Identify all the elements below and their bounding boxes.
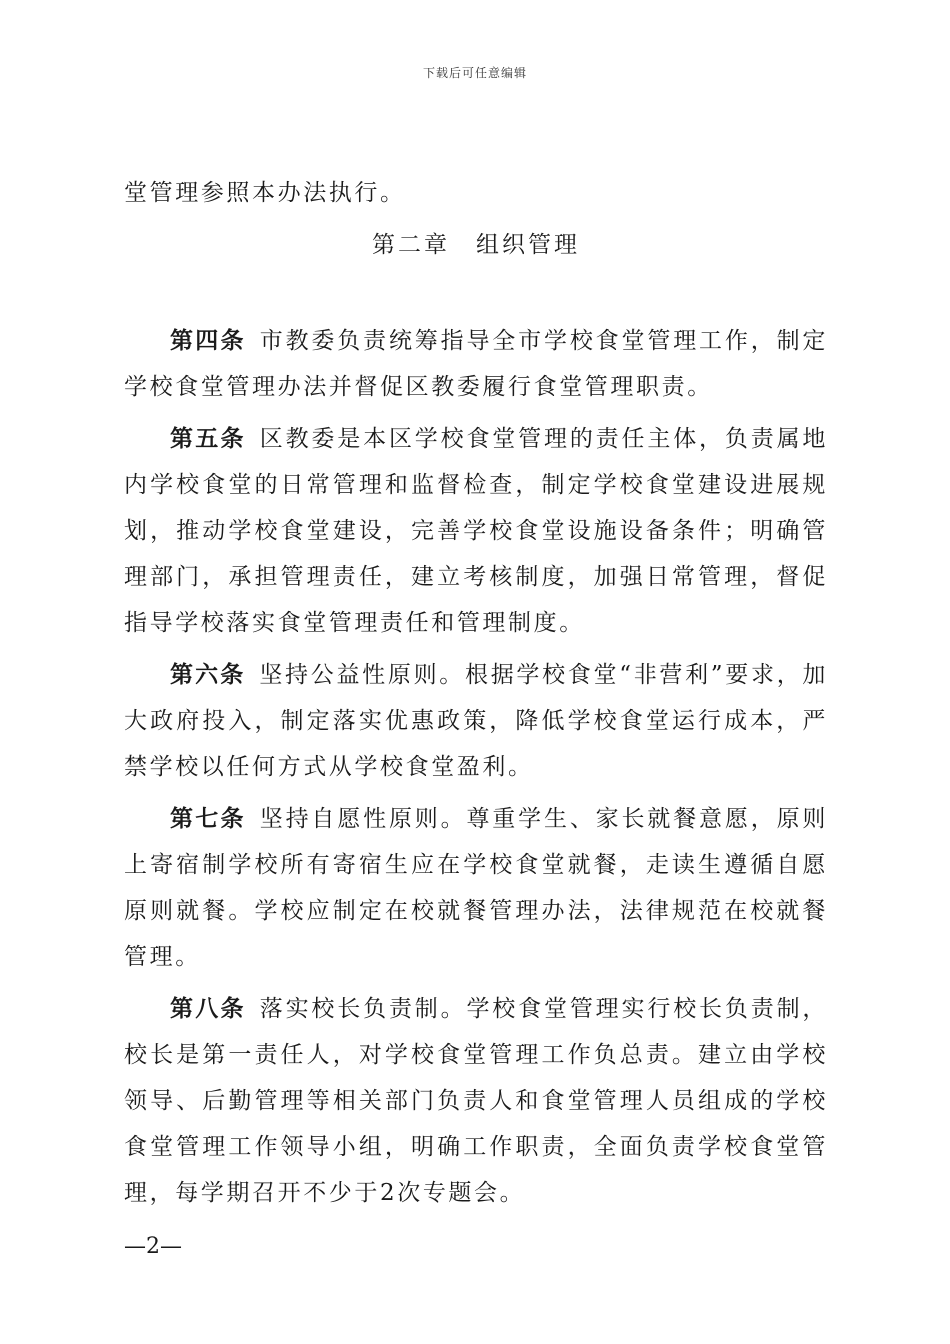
page-header: 下载后可任意编辑	[422, 66, 527, 80]
article-label: 第八条	[170, 996, 246, 1022]
article-paragraph	[124, 652, 828, 790]
article-text: 落实校长负责制。学校食堂管理实行校长负责制，校长是第一责任人，对学校食堂管理工作负总责。建立由学校领导、后勤管理等相关部门负责人和食堂管理人员组成的学校食堂管理工作领导小组，明确工作职责，全面负责学校食堂管理，每学期召开不少于2次专题会。	[124, 996, 829, 1206]
article-paragraph	[124, 986, 828, 1216]
article-label: 第四条	[170, 328, 246, 354]
lead-paragraph: 堂管理参照本办法执行。	[124, 180, 406, 206]
article-paragraph	[124, 318, 828, 410]
article-label: 第六条	[170, 662, 246, 688]
article-text: 坚持自愿性原则。尊重学生、家长就餐意愿，原则上寄宿制学校所有寄宿生应在学校食堂就餐，走读生遵循自愿原则就餐。学校应制定在校就餐管理办法，法律规范在校就餐管理。	[124, 806, 829, 970]
article-text: 市教委负责统筹指导全市学校食堂管理工作，制定学校食堂管理办法并督促区教委履行食堂管理职责。	[124, 328, 829, 400]
article-text: 坚持公益性原则。根据学校食堂“非营利”要求，加大政府投入，制定落实优惠政策，降低学校食堂运行成本，严禁学校以任何方式从学校食堂盈利。	[124, 662, 828, 780]
article-paragraph	[124, 416, 828, 646]
chapter-title: 第二章 组织管理	[372, 232, 580, 258]
article-paragraph	[124, 796, 828, 980]
document-body	[124, 170, 828, 1222]
article-label: 第七条	[170, 806, 246, 832]
page-number: —2—	[124, 1234, 182, 1259]
article-label: 第五条	[170, 426, 246, 452]
article-text: 区教委是本区学校食堂管理的责任主体，负责属地内学校食堂的日常管理和监督检查，制定学校食堂建设进展规划，推动学校食堂建设，完善学校食堂设施设备条件；明确管理部门，承担管理责任，建立考核制度，加强日常管理，督促指导学校落实食堂管理责任和管理制度。	[124, 426, 829, 636]
